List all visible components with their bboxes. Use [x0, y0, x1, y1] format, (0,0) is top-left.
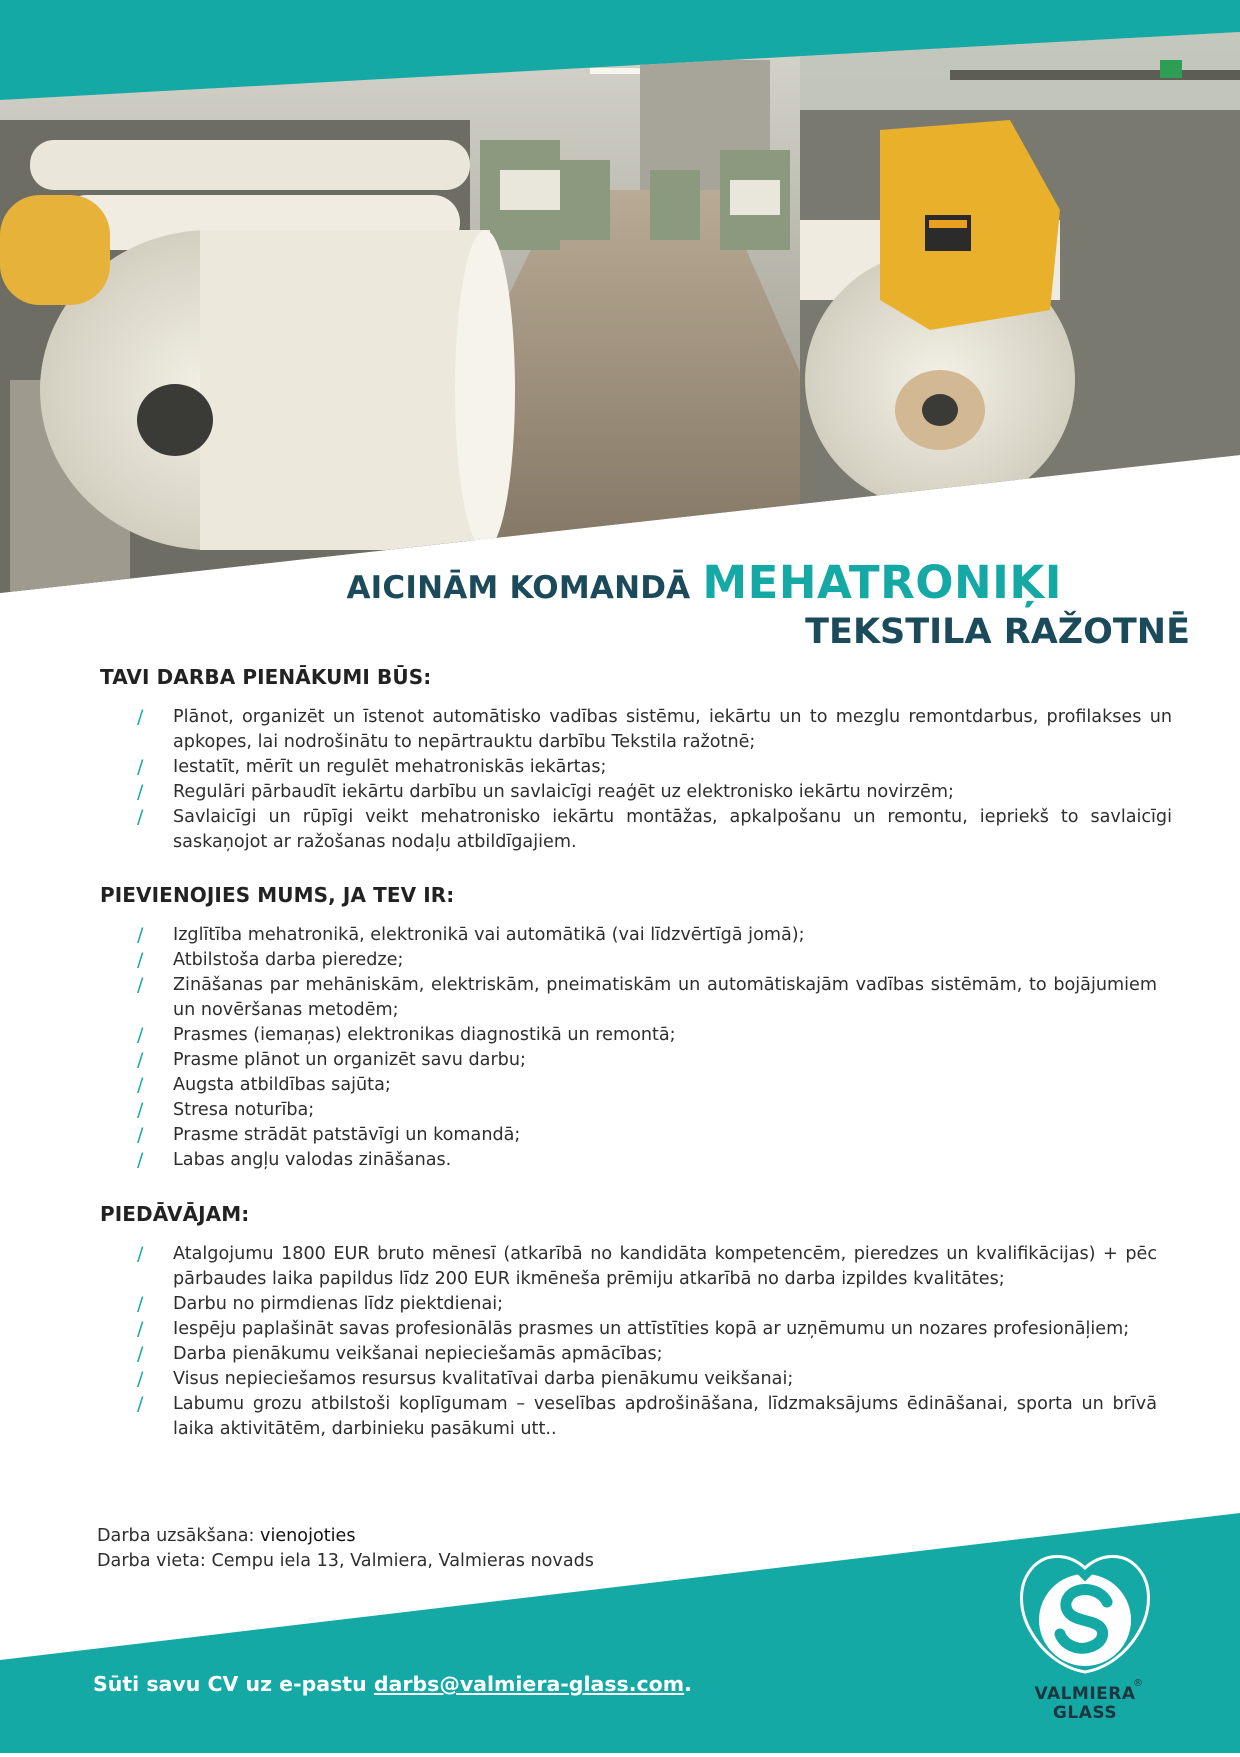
slash-bullet-icon: /	[137, 949, 144, 971]
slash-bullet-icon: /	[137, 1343, 144, 1365]
list-item: / Stresa noturība;	[137, 1099, 315, 1121]
offer-section	[97, 1202, 1157, 1442]
slash-bullet-icon: /	[137, 1318, 144, 1340]
list-item: / Augsta atbildības sajūta;	[137, 1074, 391, 1096]
cta-end: .	[684, 1672, 692, 1696]
offer-list	[97, 1242, 1157, 1442]
list-item: / Darba pienākumu veikšanai nepieciešamās apmācības;	[137, 1343, 663, 1365]
logo-line1: VALMIERA	[1034, 1684, 1136, 1704]
list-item: / Savlaicīgi un rūpīgi veikt mehatronisko iekārtu montāžas, apkalpošanu un remontu, iepriekš to savlaicīgi saskaņojot ar ražošanas nodaļu atbildīgajiem.	[137, 806, 1172, 852]
duties-list	[97, 705, 1172, 855]
textile-factory-photo	[0, 0, 1240, 600]
requirements-section	[97, 883, 1157, 1173]
title-prefix: AICINĀM KOMANDĀ	[346, 570, 691, 606]
place-value: Cempu iela 13, Valmiera, Valmieras novads	[211, 1551, 594, 1571]
slash-bullet-icon: /	[137, 924, 144, 946]
logo-mark	[1010, 1550, 1160, 1680]
slash-bullet-icon: /	[137, 756, 144, 778]
registered-mark: ®	[1133, 1678, 1143, 1689]
start-value: vienojoties	[260, 1526, 356, 1546]
cta-text: Sūti savu CV uz e-pastu	[93, 1672, 367, 1696]
slash-bullet-icon: /	[137, 1124, 144, 1146]
slash-bullet-icon: /	[137, 1024, 144, 1046]
slash-bullet-icon: /	[137, 1393, 144, 1415]
duties-heading: TAVI DARBA PIENĀKUMI BŪS:	[100, 665, 432, 689]
slash-bullet-icon: /	[137, 1149, 144, 1171]
list-item: / Visus nepieciešamos resursus kvalitatīvai darba pienākumu veikšanai;	[137, 1368, 794, 1390]
title-subtitle: TEKSTILA RAŽOTNĒ	[805, 612, 1190, 652]
start-label: Darba uzsākšana:	[97, 1526, 255, 1546]
list-item: / Prasme strādāt patstāvīgi un komandā;	[137, 1124, 521, 1146]
list-item: / Prasme plānot un organizēt savu darbu;	[137, 1049, 526, 1071]
place-label: Darba vieta:	[97, 1551, 206, 1571]
slash-bullet-icon: /	[137, 1368, 144, 1390]
hero-photo	[0, 0, 1240, 600]
list-item: / Iestatīt, mērīt un regulēt mehatroniskās iekārtas;	[137, 756, 607, 778]
list-item: / Atalgojumu 1800 EUR bruto mēnesī (atkarībā no kandidāta kompetencēm, pieredzes un kvalifikācijas) + pēc pārbaudes laika papildus līdz 200 EUR ikmēneša prēmiju atkarībā no darba izpildes kvalitātes;	[137, 1243, 1157, 1289]
list-item: / Iespēju paplašināt savas profesionālās prasmes un attīstīties kopā ar uzņēmumu un nozares profesionāļiem;	[137, 1318, 1130, 1340]
list-item: / Labumu grozu atbilstoši koplīgumam – veselības apdrošināšana, līdzmaksājums ēdināšanai, sporta un brīvā laika aktivitātēm, darbinieku pasākumi utt..	[137, 1393, 1157, 1439]
list-item: / Plānot, organizēt un īstenot automātisko vadības sistēmu, iekārtu un to mezglu remontdarbus, profilakses un apkopes, lai nodrošinātu to nepārtrauktu darbību Tekstila ražotnē;	[137, 706, 1172, 752]
title-line	[346, 556, 1062, 609]
list-item: / Regulāri pārbaudīt iekārtu darbību un savlaicīgi reaģēt uz elektronisko iekārtu novirzēm;	[137, 781, 954, 803]
email-link[interactable]: darbs@valmiera-glass.com	[373, 1672, 685, 1696]
list-item: / Labas angļu valodas zināšanas.	[137, 1149, 452, 1171]
requirements-list	[97, 923, 1157, 1173]
slash-bullet-icon: /	[137, 781, 144, 803]
list-item: / Atbilstoša darba pieredze;	[137, 949, 404, 971]
slash-bullet-icon: /	[137, 1074, 144, 1096]
list-item: / Darbu no pirmdienas līdz piektdienai;	[137, 1293, 504, 1315]
logo-line2: GLASS	[1052, 1703, 1118, 1723]
title-highlight: MEHATRONIĶI	[702, 556, 1062, 609]
duties-section	[97, 665, 1172, 855]
list-item: / Prasmes (iemaņas) elektronikas diagnostikā un remontā;	[137, 1024, 676, 1046]
slash-bullet-icon: /	[137, 1099, 144, 1121]
slash-bullet-icon: /	[137, 974, 144, 996]
slash-bullet-icon: /	[137, 1243, 144, 1265]
slash-bullet-icon: /	[137, 1293, 144, 1315]
slash-bullet-icon: /	[137, 706, 144, 728]
requirements-heading: PIEVIENOJIES MUMS, JA TEV IR:	[100, 883, 455, 907]
slash-bullet-icon: /	[137, 1049, 144, 1071]
slash-bullet-icon: /	[137, 806, 144, 828]
list-item: / Zināšanas par mehāniskām, elektriskām, pneimatiskām un automātiskajām vadības sistēmām, to bojājumiem un novēršanas metodēm;	[137, 974, 1157, 1020]
offer-heading: PIEDĀVĀJAM:	[100, 1202, 250, 1226]
list-item: / Izglītība mehatronikā, elektronikā vai automātikā (vai līdzvērtīgā jomā);	[137, 924, 805, 946]
cta-line	[93, 1672, 692, 1696]
